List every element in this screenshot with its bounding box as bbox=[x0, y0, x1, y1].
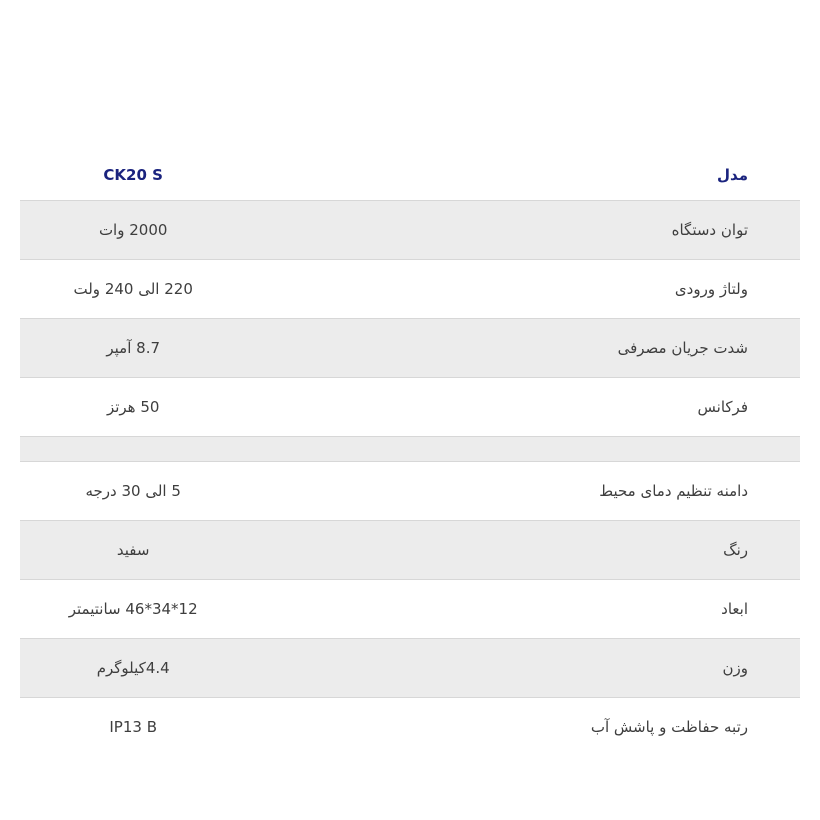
spec-header-label: مدل bbox=[717, 165, 748, 184]
spec-row-label: ابعاد bbox=[721, 599, 748, 618]
spec-row bbox=[20, 638, 800, 697]
spec-row bbox=[20, 520, 800, 579]
spec-row-value: IP13 B bbox=[109, 717, 157, 736]
spec-header-row bbox=[20, 150, 800, 200]
spec-row bbox=[20, 579, 800, 638]
spec-row-value: سفید bbox=[116, 540, 150, 559]
spec-row-label: توان دستگاه bbox=[671, 220, 748, 239]
spec-row bbox=[20, 461, 800, 520]
spec-row-value: 2000 وات bbox=[98, 220, 168, 239]
spec-row bbox=[20, 697, 800, 756]
spec-row bbox=[20, 259, 800, 318]
spec-row-label: دامنه تنظیم دمای محیط bbox=[599, 481, 748, 500]
spec-row bbox=[20, 318, 800, 377]
spec-table bbox=[20, 150, 800, 756]
spec-row-label: شدت جریان مصرفی bbox=[617, 338, 748, 357]
spec-rows bbox=[20, 200, 800, 756]
spec-row-value: 50 هرتز bbox=[106, 397, 160, 416]
spec-row-value: 8.7 آمپر bbox=[106, 338, 161, 357]
spec-row bbox=[20, 377, 800, 436]
spec-row-label: ولتاژ ورودی bbox=[674, 279, 748, 298]
spec-row-value: 5 الی 30 درجه bbox=[85, 481, 181, 500]
spec-row-label: رتبه حفاظت و پاشش آب bbox=[590, 717, 748, 736]
spec-header-value: CK20 S bbox=[103, 165, 163, 184]
spec-row-value: 12*34*46 سانتیمتر bbox=[68, 599, 198, 618]
spec-row-label: رنگ bbox=[723, 540, 748, 559]
spec-row bbox=[20, 200, 800, 259]
spec-row-label: فرکانس bbox=[697, 397, 748, 416]
spec-row-value: 220 الی 240 ولت bbox=[73, 279, 193, 298]
spec-spacer-row bbox=[20, 436, 800, 461]
spec-row-value: 4.4کیلوگرم bbox=[96, 658, 170, 677]
spec-row-label: وزن bbox=[722, 658, 748, 677]
